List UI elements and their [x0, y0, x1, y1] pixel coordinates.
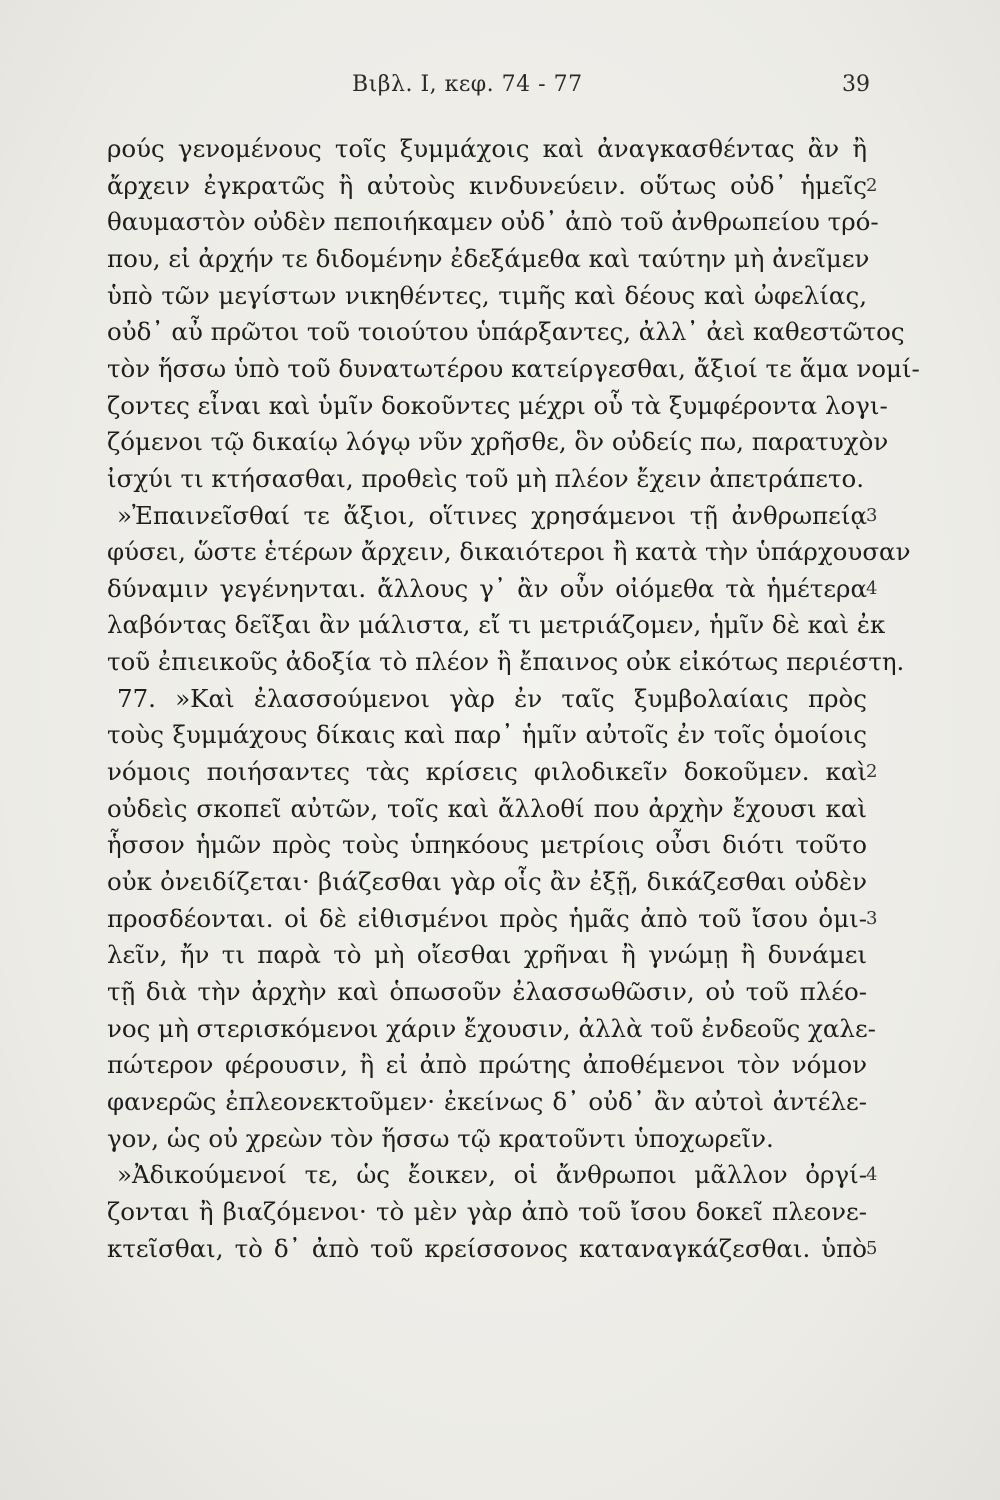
text-line: οὐδ᾽ αὖ πρῶτοι τοῦ τοιούτου ὑπάρξαντες, ἀλλ᾽ ἀεὶ καθεστῶτος [107, 317, 905, 347]
margin-section-number: 5 [866, 1237, 878, 1259]
text-line: ἰσχύι τι κτήσασθαι, προθεὶς τοῦ μὴ πλέον ἔχειν ἀπετράπετο. [107, 463, 865, 493]
margin-section-number: 2 [866, 761, 878, 783]
text-line: τοῦ ἐπιεικοῦς ἀδοξία τὸ πλέον ἢ ἔπαινος οὐκ εἰκότως περιέστη. [107, 647, 905, 677]
text-line: »Ἀδικούμενοί τε, ὡς ἔοικεν, οἱ ἄνθρωποι μᾶλλον ὀργί- [117, 1160, 867, 1190]
margin-section-number: 3 [866, 907, 878, 929]
margin-section-number: 4 [866, 1164, 878, 1186]
text-line: φύσει, ὥστε ἑτέρων ἄρχειν, δικαιότεροι ἢ κατὰ τὴν ὑπάρχουσαν [107, 537, 911, 567]
margin-section-number: 3 [866, 504, 878, 526]
text-line: που, εἰ ἀρχήν τε διδομένην ἐδεξάμεθα καὶ ταύτην μὴ ἀνεῖμεν [107, 243, 870, 273]
margin-section-number: 4 [866, 577, 878, 599]
margin-section-number: 2 [866, 174, 878, 196]
text-line: τοὺς ξυμμάχους δίκαις καὶ παρ᾽ ἡμῖν αὐτοῖς ἐν τοῖς ὁμοίοις [107, 720, 867, 750]
running-header: Βιβλ. Ι, κεφ. 74 - 77 [352, 72, 583, 97]
text-line: νόμοις ποιήσαντες τὰς κρίσεις φιλοδικεῖν δοκοῦμεν. καὶ [107, 757, 867, 787]
text-line: ἧσσον ἡμῶν πρὸς τοὺς ὑπηκόους μετρίοις οὖσι διότι τοῦτο [107, 830, 867, 860]
text-line: ρούς γενομένους τοῖς ξυμμάχοις καὶ ἀναγκασθέντας ἂν ἢ [107, 134, 867, 163]
text-line: λεῖν, ἤν τι παρὰ τὸ μὴ οἴεσθαι χρῆναι ἢ γνώμῃ ἢ δυνάμει [107, 940, 867, 970]
text-line: ὑπὸ τῶν μεγίστων νικηθέντες, τιμῆς καὶ δέους καὶ ὠφελίας, [107, 280, 867, 310]
text-line: οὐδεὶς σκοπεῖ αὐτῶν, τοῖς καὶ ἄλλοθί που ἀρχὴν ἔχουσι καὶ [107, 793, 867, 823]
text-line: πώτερον φέρουσιν, ἢ εἰ ἀπὸ πρώτης ἀποθέμενοι τὸν νόμον [107, 1050, 867, 1080]
text-line: 77. »Καὶ ἐλασσούμενοι γὰρ ἐν ταῖς ξυμβολαίαις πρὸς [117, 683, 867, 713]
text-line: κτεῖσθαι, τὸ δ᾽ ἀπὸ τοῦ κρείσσονος καταναγκάζεσθαι. ὑπὸ [107, 1233, 867, 1263]
text-line: οὐκ ὀνειδίζεται· βιάζεσθαι γὰρ οἷς ἂν ἐξῇ, δικάζεσθαι οὐδὲν [107, 867, 867, 896]
text-line: ζονται ἢ βιαζόμενοι· τὸ μὲν γὰρ ἀπὸ τοῦ ἴσου δοκεῖ πλεονε- [107, 1196, 867, 1226]
page-number: 39 [842, 72, 870, 97]
text-line: ζόμενοι τῷ δικαίῳ λόγῳ νῦν χρῆσθε, ὃν οὐδείς πω, παρατυχὸν [107, 427, 889, 457]
text-line: γον, ὡς οὐ χρεὼν τὸν ἥσσω τῷ κρατοῦντι ὑποχωρεῖν. [107, 1123, 774, 1153]
text-line: θαυμαστὸν οὐδὲν πεποιήκαμεν οὐδ᾽ ἀπὸ τοῦ ἀνθρωπείου τρό- [107, 207, 879, 237]
text-line: τῇ διὰ τὴν ἀρχὴν καὶ ὁπωσοῦν ἐλασσωθῶσιν, οὐ τοῦ πλέο- [107, 976, 867, 1006]
text-line: τὸν ἥσσω ὑπὸ τοῦ δυνατωτέρου κατείργεσθαι, ἄξιοί τε ἅμα νομί- [107, 353, 920, 383]
text-line: δύναμιν γεγένηνται. ἄλλους γ᾽ ἂν οὖν οἰόμεθα τὰ ἡμέτερα [107, 573, 867, 603]
text-line: φανερῶς ἐπλεονεκτοῦμεν· ἐκείνως δ᾽ οὐδ᾽ ἂν αὐτοὶ ἀντέλε- [107, 1086, 867, 1116]
text-line: ἄρχειν ἐγκρατῶς ἢ αὐτοὺς κινδυνεύειν. οὕτως οὐδ᾽ ἡμεῖς [107, 170, 867, 200]
text-line: »Ἐπαινεῖσθαί τε ἄξιοι, οἵτινες χρησάμενοι τῇ ἀνθρωπείᾳ [117, 500, 867, 530]
text-line: προσδέονται. οἱ δὲ εἰθισμένοι πρὸς ἡμᾶς ἀπὸ τοῦ ἴσου ὁμι- [107, 903, 867, 933]
text-line: λαβόντας δεῖξαι ἂν μάλιστα, εἴ τι μετριάζομεν, ἡμῖν δὲ καὶ ἐκ [107, 610, 886, 640]
text-line: νος μὴ στερισκόμενοι χάριν ἔχουσιν, ἀλλὰ τοῦ ἐνδεοῦς χαλε- [107, 1013, 876, 1043]
text-line: ζοντες εἶναι καὶ ὑμῖν δοκοῦντες μέχρι οὗ τὰ ξυμφέροντα λογι- [107, 390, 888, 420]
